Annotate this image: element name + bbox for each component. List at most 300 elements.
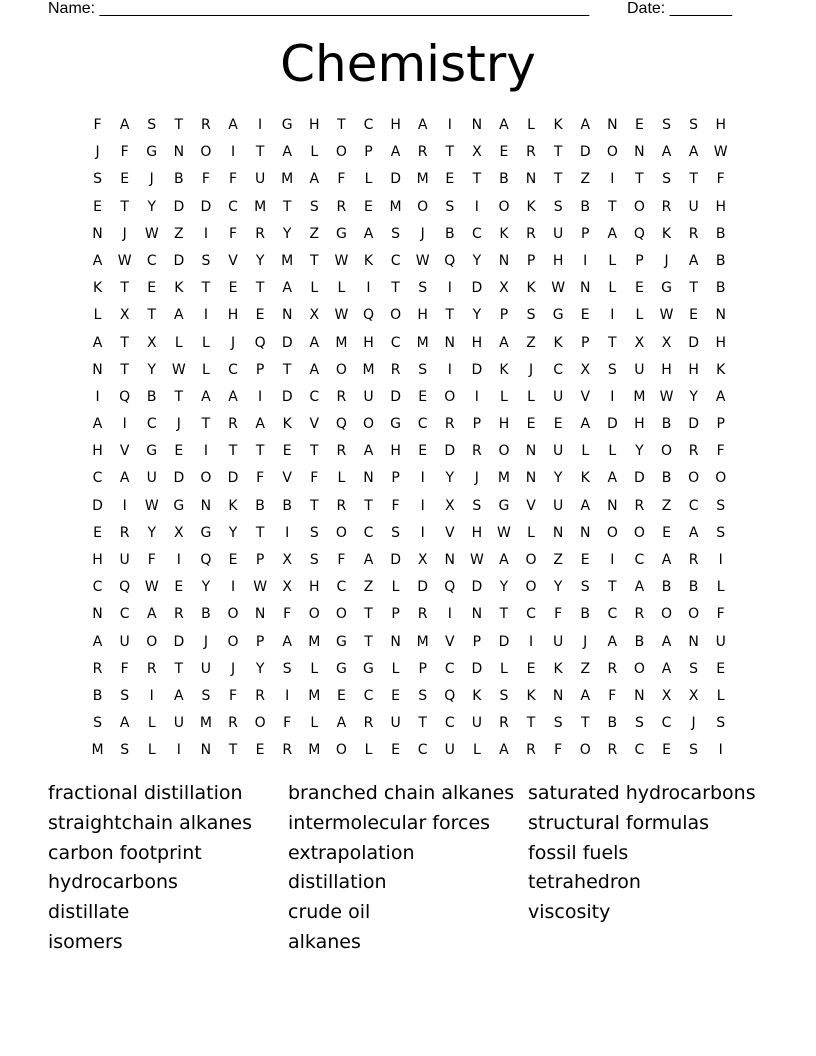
grid-letter: T — [391, 280, 400, 297]
grid-letter: R — [444, 416, 455, 433]
grid-letter: M — [633, 388, 646, 405]
grid-letter: C — [417, 416, 428, 433]
grid-letter: U — [688, 198, 699, 215]
grid-letter: D — [606, 416, 618, 433]
word-list-item: straightchain alkanes — [48, 811, 252, 834]
grid-letter: B — [444, 225, 455, 242]
grid-letter: H — [227, 307, 239, 324]
grid-letter: E — [662, 524, 671, 541]
grid-letter: A — [174, 687, 184, 704]
grid-letter: E — [93, 198, 102, 215]
grid-letter: O — [525, 552, 537, 568]
grid-letter: D — [281, 388, 293, 405]
grid-letter: J — [420, 225, 425, 242]
grid-letter: A — [688, 144, 699, 161]
grid-letter: H — [471, 524, 483, 541]
grid-letter: I — [420, 497, 425, 514]
grid-letter: C — [444, 715, 455, 732]
grid-letter: S — [553, 198, 563, 215]
grid-letter: Z — [553, 552, 563, 568]
grid-letter: F — [337, 171, 346, 188]
grid-letter: I — [718, 742, 723, 759]
grid-letter: N — [607, 117, 618, 133]
grid-letter: P — [391, 470, 400, 487]
grid-letter: R — [92, 660, 103, 677]
grid-letter: E — [174, 443, 184, 460]
grid-letter: G — [363, 660, 374, 677]
grid-letter: H — [715, 117, 726, 133]
grid-letter: B — [607, 715, 618, 732]
grid-letter: F — [716, 171, 725, 188]
grid-letter: U — [634, 361, 645, 378]
grid-letter: Y — [255, 252, 265, 269]
grid-letter: M — [281, 171, 294, 188]
grid-letter: R — [526, 144, 536, 161]
grid-letter: K — [92, 280, 103, 297]
grid-letter: S — [472, 497, 482, 514]
grid-letter: I — [610, 388, 615, 405]
grid-letter: F — [201, 171, 210, 188]
grid-letter: M — [335, 334, 348, 351]
grid-letter: B — [146, 388, 157, 405]
grid-letter: I — [447, 606, 452, 623]
grid-letter: S — [282, 660, 292, 677]
grid-letter: O — [498, 443, 510, 460]
grid-letter: T — [174, 117, 184, 133]
grid-letter: A — [92, 633, 103, 650]
grid-letter: Q — [444, 579, 456, 596]
grid-letter: L — [310, 715, 319, 732]
grid-letter: I — [474, 198, 479, 215]
grid-letter: A — [228, 117, 238, 133]
grid-letter: L — [635, 307, 644, 324]
grid-letter: T — [445, 307, 455, 324]
grid-letter: I — [447, 117, 452, 133]
grid-letter: I — [203, 225, 208, 242]
grid-letter: M — [362, 361, 375, 378]
grid-letter: J — [203, 633, 208, 650]
grid-letter: J — [691, 715, 696, 732]
grid-letter: B — [92, 687, 103, 704]
grid-letter: B — [580, 198, 591, 215]
grid-letter: O — [715, 470, 727, 487]
grid-letter: R — [471, 443, 482, 460]
grid-letter: N — [634, 144, 645, 161]
grid-letter: E — [634, 280, 644, 297]
grid-letter: D — [634, 470, 645, 487]
grid-letter: E — [255, 307, 265, 324]
grid-letter: H — [363, 334, 374, 351]
grid-letter: L — [337, 280, 346, 297]
grid-letter: A — [661, 633, 672, 650]
grid-letter: F — [337, 552, 346, 568]
grid-letter: P — [581, 225, 590, 242]
grid-letter: G — [173, 497, 185, 514]
grid-letter: I — [230, 144, 236, 161]
grid-letter: Y — [472, 307, 482, 324]
word-list-item: viscosity — [528, 901, 611, 924]
grid-letter: O — [335, 144, 347, 161]
word-list-item: tetrahedron — [528, 871, 641, 894]
grid-letter: L — [608, 252, 617, 269]
grid-letter: I — [258, 388, 263, 405]
grid-letter: E — [255, 742, 265, 759]
grid-letter: W — [415, 252, 430, 269]
grid-letter: C — [417, 742, 428, 759]
grid-letter: J — [664, 252, 669, 269]
grid-letter: U — [146, 470, 157, 487]
grid-letter: C — [607, 606, 618, 623]
grid-letter: O — [200, 470, 212, 487]
grid-letter: Z — [526, 334, 536, 351]
grid-letter: A — [282, 144, 292, 161]
grid-letter: R — [336, 497, 347, 514]
word-list-item: hydrocarbons — [48, 871, 178, 894]
grid-letter: H — [92, 443, 103, 460]
grid-letter: R — [363, 715, 374, 732]
grid-letter: L — [93, 307, 102, 324]
grid-letter: N — [525, 171, 537, 188]
grid-letter: T — [364, 606, 373, 623]
grid-letter: N — [444, 334, 455, 351]
grid-letter: N — [200, 742, 212, 759]
grid-letter: P — [391, 606, 400, 623]
grid-letter: N — [92, 225, 103, 242]
grid-letter: P — [581, 334, 590, 351]
grid-letter: S — [391, 524, 401, 541]
grid-letter: F — [391, 497, 400, 514]
grid-letter: T — [689, 280, 698, 297]
grid-letter: E — [282, 443, 292, 460]
grid-letter: U — [363, 388, 374, 405]
grid-letter: O — [335, 742, 347, 759]
grid-letter: T — [255, 280, 265, 297]
grid-letter: W — [334, 252, 349, 269]
grid-letter: A — [282, 633, 292, 650]
grid-letter: Y — [635, 443, 644, 460]
grid-letter: N — [607, 497, 618, 514]
grid-letter: A — [580, 687, 591, 704]
grid-letter: H — [417, 307, 428, 324]
grid-letter: V — [526, 497, 536, 514]
grid-letter: O — [254, 715, 266, 732]
grid-letter: A — [607, 470, 618, 487]
grid-letter: K — [526, 198, 536, 215]
grid-letter: A — [119, 117, 130, 133]
grid-letter: R — [336, 198, 347, 215]
grid-letter: N — [363, 470, 374, 487]
grid-letter: B — [201, 606, 211, 623]
grid-letter: T — [608, 334, 617, 351]
grid-letter: A — [661, 660, 672, 677]
grid-letter: X — [499, 280, 509, 297]
grid-letter: N — [173, 144, 185, 161]
grid-letter: K — [661, 225, 672, 242]
grid-letter: W — [334, 307, 349, 324]
grid-letter: E — [93, 524, 102, 541]
grid-letter: T — [526, 715, 536, 732]
grid-letter: C — [634, 552, 645, 568]
grid-letter: C — [92, 470, 103, 487]
grid-letter: P — [635, 252, 644, 269]
grid-letter: L — [500, 388, 508, 405]
grid-letter: D — [227, 470, 239, 487]
grid-letter: O — [579, 742, 591, 759]
grid-letter: Z — [661, 497, 672, 514]
grid-letter: A — [417, 117, 428, 133]
grid-letter: C — [92, 579, 103, 596]
grid-letter: C — [390, 252, 401, 269]
grid-letter: A — [499, 552, 509, 568]
grid-letter: H — [688, 361, 699, 378]
grid-letter: A — [580, 497, 591, 514]
grid-letter: S — [716, 497, 726, 514]
grid-letter: T — [445, 144, 455, 161]
grid-letter: T — [282, 361, 292, 378]
grid-letter: D — [92, 497, 103, 514]
grid-letter: Z — [580, 660, 591, 677]
grid-letter: M — [254, 198, 267, 215]
grid-letter: O — [498, 198, 510, 215]
grid-letter: M — [416, 633, 429, 650]
grid-letter: X — [634, 334, 645, 351]
grid-letter: R — [201, 117, 211, 133]
grid-letter: A — [146, 606, 157, 623]
grid-letter: D — [173, 470, 185, 487]
grid-letter: T — [228, 443, 238, 460]
grid-letter: N — [525, 443, 537, 460]
grid-letter: T — [553, 144, 563, 161]
grid-letter: C — [553, 361, 564, 378]
grid-letter: E — [716, 660, 726, 677]
grid-letter: G — [281, 117, 293, 133]
grid-letter: O — [633, 660, 645, 677]
grid-letter: H — [390, 117, 401, 133]
grid-letter: D — [281, 334, 293, 351]
grid-letter: X — [174, 524, 184, 541]
grid-letter: K — [174, 280, 184, 297]
grid-letter: L — [202, 361, 210, 378]
grid-letter: H — [498, 416, 510, 433]
grid-letter: R — [228, 715, 238, 732]
grid-letter: X — [661, 687, 672, 704]
grid-letter: L — [500, 660, 508, 677]
grid-letter: O — [335, 361, 347, 378]
grid-letter: C — [444, 660, 455, 677]
grid-letter: L — [174, 334, 183, 351]
grid-letter: Q — [444, 252, 456, 269]
grid-letter: T — [255, 524, 265, 541]
grid-letter: T — [364, 497, 373, 514]
grid-letter: E — [580, 552, 590, 568]
grid-letter: W — [253, 579, 268, 596]
grid-letter: R — [417, 144, 428, 161]
grid-letter: S — [716, 524, 726, 541]
grid-letter: H — [471, 334, 483, 351]
letter-grid — [84, 112, 734, 765]
grid-letter: D — [417, 579, 429, 596]
grid-letter: I — [610, 171, 615, 188]
grid-letter: A — [255, 416, 265, 433]
grid-letter: C — [688, 497, 699, 514]
grid-letter: A — [607, 633, 618, 650]
grid-letter: I — [474, 388, 479, 405]
grid-letter: N — [552, 687, 564, 704]
grid-letter: X — [661, 334, 672, 351]
grid-letter: Y — [472, 252, 482, 269]
grid-letter: U — [553, 388, 564, 405]
grid-letter: O — [335, 524, 347, 541]
grid-letter: B — [634, 633, 645, 650]
grid-letter: O — [688, 606, 700, 623]
grid-letter: C — [363, 524, 374, 541]
grid-letter: T — [255, 443, 265, 460]
grid-letter: A — [282, 280, 292, 297]
grid-letter: U — [173, 715, 184, 732]
grid-letter: T — [174, 660, 184, 677]
grid-letter: B — [715, 225, 726, 242]
grid-letter: K — [472, 687, 482, 704]
grid-letter: M — [308, 742, 321, 759]
grid-letter: K — [499, 361, 509, 378]
grid-letter: S — [120, 687, 130, 704]
grid-letter: T — [120, 198, 129, 215]
grid-letter: O — [390, 307, 402, 324]
grid-letter: N — [579, 280, 591, 297]
grid-letter: L — [310, 660, 319, 677]
grid-letter: P — [364, 144, 373, 161]
grid-letter: I — [149, 687, 154, 704]
grid-letter: S — [499, 687, 509, 704]
grid-letter: L — [147, 715, 156, 732]
grid-letter: D — [173, 198, 185, 215]
grid-letter: S — [418, 687, 428, 704]
grid-letter: Q — [254, 334, 266, 351]
grid-letter: R — [417, 606, 428, 623]
grid-letter: S — [309, 198, 319, 215]
grid-letter: I — [285, 524, 290, 541]
grid-letter: D — [498, 633, 510, 650]
grid-letter: M — [281, 252, 294, 269]
grid-letter: N — [254, 606, 266, 623]
grid-letter: M — [199, 715, 212, 732]
grid-letter: U — [553, 443, 564, 460]
grid-letter: R — [282, 742, 293, 759]
grid-letter: I — [122, 416, 127, 433]
grid-letter: O — [606, 144, 618, 161]
grid-letter: T — [201, 280, 211, 297]
grid-letter: T — [174, 388, 184, 405]
grid-letter: A — [499, 117, 509, 133]
grid-letter: P — [526, 252, 536, 269]
grid-letter: P — [472, 416, 482, 433]
grid-letter: M — [308, 687, 321, 704]
grid-letter: S — [201, 252, 211, 269]
grid-letter: E — [689, 307, 699, 324]
grid-letter: S — [689, 117, 699, 133]
grid-letter: O — [688, 470, 700, 487]
grid-letter: N — [471, 606, 483, 623]
grid-letter: C — [228, 198, 238, 215]
grid-letter: C — [363, 687, 374, 704]
grid-letter: A — [92, 416, 103, 433]
grid-letter: T — [364, 633, 373, 650]
grid-letter: A — [119, 715, 130, 732]
grid-letter: E — [526, 416, 536, 433]
grid-letter: T — [120, 334, 129, 351]
grid-letter: D — [390, 388, 401, 405]
grid-letter: E — [364, 198, 373, 215]
grid-letter: V — [228, 252, 238, 269]
grid-letter: D — [173, 633, 185, 650]
word-list-item: fractional distillation — [48, 782, 243, 804]
grid-letter: B — [174, 171, 184, 188]
grid-letter: G — [335, 633, 347, 650]
grid-letter: F — [283, 606, 292, 623]
grid-letter: K — [526, 280, 536, 297]
grid-letter: B — [715, 252, 726, 269]
grid-letter: P — [255, 361, 265, 378]
grid-letter: L — [472, 742, 481, 759]
grid-letter: B — [499, 171, 509, 188]
grid-letter: E — [228, 280, 238, 297]
grid-letter: I — [610, 552, 615, 568]
grid-letter: I — [203, 443, 208, 460]
grid-letter: E — [391, 687, 400, 704]
grid-letter: S — [93, 171, 102, 188]
grid-letter: Z — [363, 579, 374, 596]
grid-letter: L — [364, 171, 373, 188]
grid-letter: E — [228, 552, 238, 568]
grid-letter: R — [336, 388, 347, 405]
grid-letter: B — [282, 497, 292, 514]
grid-letter: L — [527, 388, 535, 405]
grid-letter: R — [146, 660, 157, 677]
grid-letter: A — [363, 225, 374, 242]
grid-letter: A — [390, 144, 401, 161]
grid-letter: T — [580, 715, 590, 732]
grid-letter: A — [607, 225, 618, 242]
grid-letter: K — [526, 687, 536, 704]
grid-letter: W — [171, 361, 186, 378]
grid-letter: M — [416, 334, 429, 351]
grid-letter: L — [310, 280, 319, 297]
grid-letter: O — [606, 524, 618, 541]
word-list-item: carbon footprint — [48, 841, 202, 864]
grid-letter: W — [497, 524, 511, 541]
grid-letter: A — [309, 361, 320, 378]
grid-letter: F — [228, 687, 238, 704]
grid-letter: J — [528, 361, 534, 378]
grid-letter: K — [553, 660, 563, 677]
grid-letter: Q — [335, 416, 347, 433]
grid-letter: S — [689, 742, 699, 759]
grid-letter: S — [445, 198, 455, 215]
grid-letter: C — [471, 225, 482, 242]
grid-letter: T — [608, 198, 617, 215]
grid-letter: P — [418, 660, 427, 677]
grid-letter: I — [122, 497, 127, 514]
grid-letter: K — [716, 361, 726, 378]
grid-letter: U — [715, 633, 726, 650]
grid-letter: F — [147, 552, 156, 568]
grid-letter: R — [119, 524, 130, 541]
grid-letter: S — [662, 117, 671, 133]
grid-letter: V — [119, 443, 130, 460]
grid-letter: P — [255, 552, 265, 568]
grid-letter: O — [200, 144, 212, 161]
grid-letter: B — [688, 579, 699, 596]
